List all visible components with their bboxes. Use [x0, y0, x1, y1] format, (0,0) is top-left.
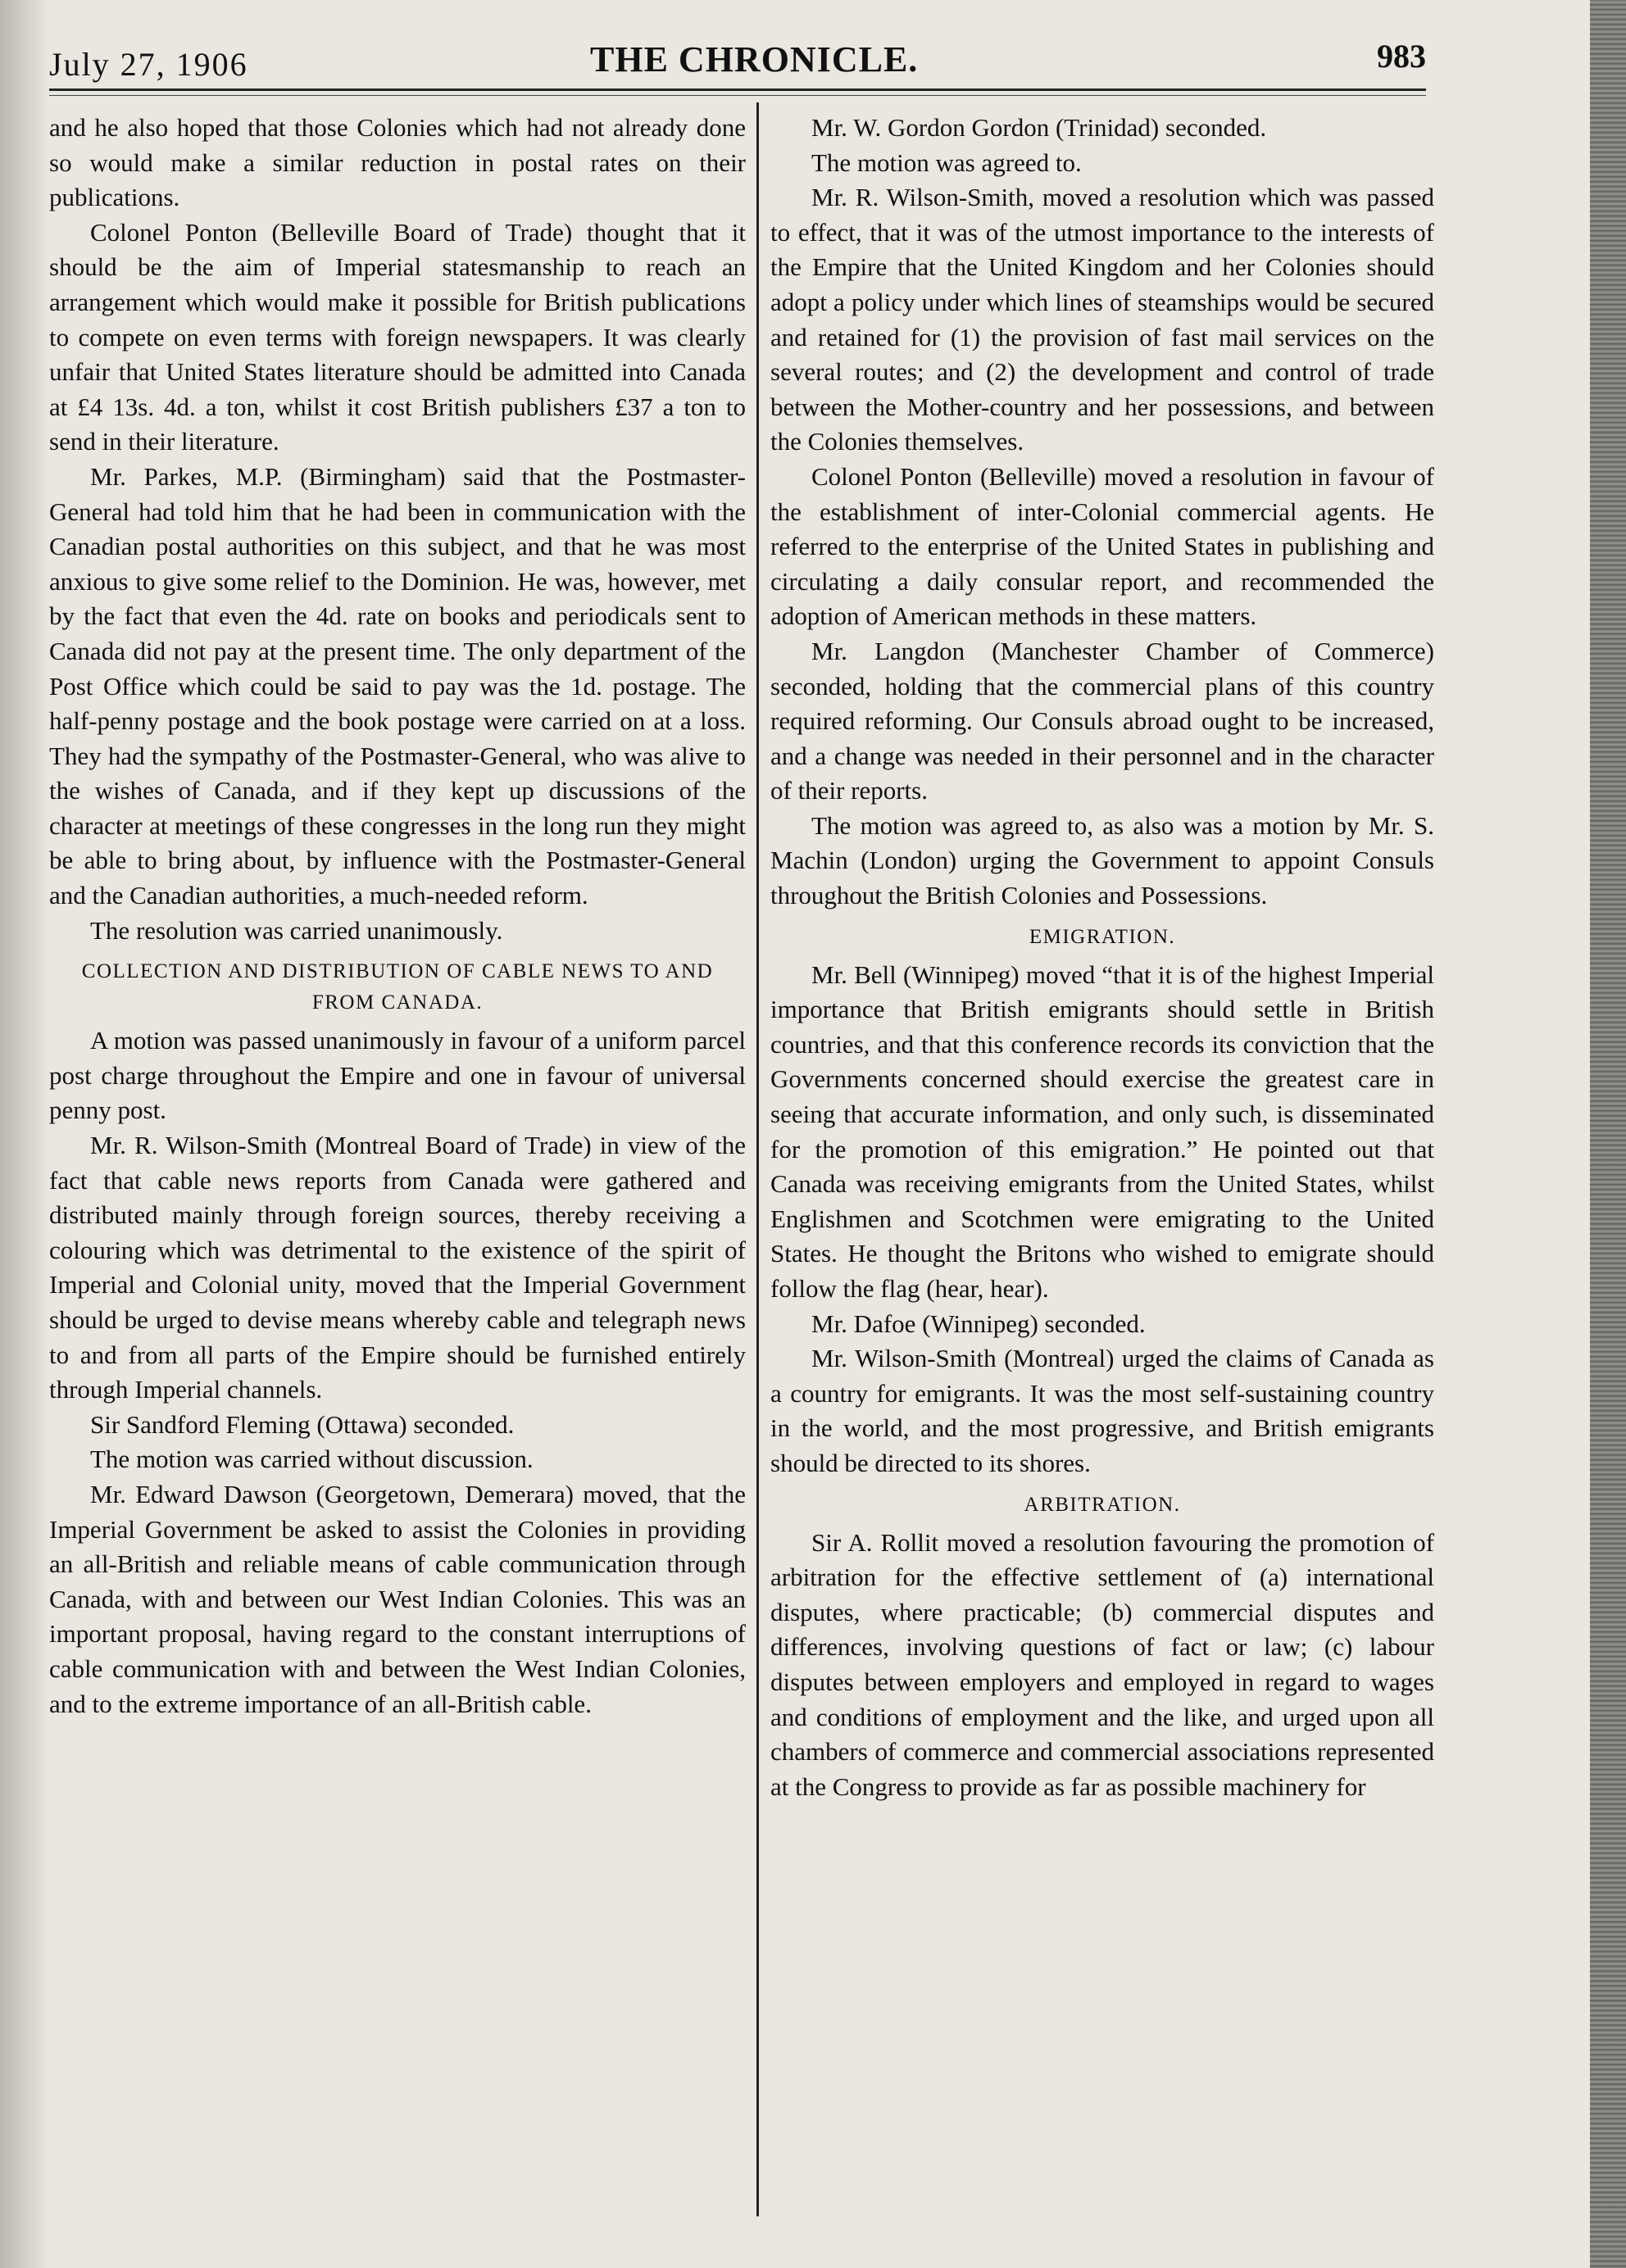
paragraph: Mr. Dafoe (Winnipeg) seconded.: [811, 1309, 1146, 1338]
paragraph: Mr. Wilson-Smith (Montreal) urged the claims of Canada as a country for emigrants. It was the most self-sustaining country in the world, and the most progressive, and British emigrants should be directed to its shores.: [770, 1344, 1434, 1477]
paragraph: Mr. Bell (Winnipeg) moved “that it is of the highest Imperial importance that British emigrants should settle in British countries, and that this conference records its conviction that the Governments concerned should exercise the greatest care in seeing that accurate information, and only such, is disseminated for the promotion of this emigration.” He pointed out that Canada was receiving emigrants from the United States, whilst Englishmen and Scotchmen were emigrating to the United States. He thought the Britons who wished to emigrate should follow the flag (hear, hear).: [770, 959, 1434, 1303]
paragraph: and he also hoped that those Colonies which had not already done so would make a similar reduction in postal rates on their publications.: [49, 113, 746, 212]
paragraph: The motion was agreed to, as also was a motion by Mr. S. Machin (London) urging the Government to appoint Consuls throughout the British Colonies and Possessions.: [770, 810, 1434, 910]
section-heading-cable-news: COLLECTION AND DISTRIBUTION OF CABLE NEWS TO AND FROM CANADA.: [81, 960, 714, 1014]
paragraph: Colonel Ponton (Belleville) moved a resolution in favour of the establishment of inter-Colonial commercial agents. He referred to the enterprise of the United States in publishing and circulating a daily consular report, and recommended the adoption of American methods in these matters.: [770, 461, 1434, 631]
book-spine-edge: [1590, 0, 1626, 2268]
paragraph: Mr. Langdon (Manchester Chamber of Commerce) seconded, holding that the commercial plans of this country required reforming. Our Consuls abroad ought to be increased, and a change was needed in their personnel and in the character of their reports.: [770, 636, 1434, 805]
page-header: [49, 29, 1426, 94]
column-divider: [756, 102, 759, 2216]
paragraph: The resolution was carried unanimously.: [90, 915, 503, 945]
page-number: 983: [1377, 38, 1426, 75]
paragraph: The motion was carried without discussion.: [90, 1445, 534, 1474]
section-heading-emigration: EMIGRATION.: [1029, 925, 1176, 948]
header-rule-thin: [49, 95, 1426, 96]
right-column: [770, 111, 1434, 1804]
left-column: [49, 111, 746, 1721]
paragraph: Mr. R. Wilson-Smith (Montreal Board of Trade) in view of the fact that cable news reports from Canada were gathered and distributed mainly through foreign sources, thereby receiving a colouring which was detrimental to the existence of the spirit of Imperial and Colonial unity, moved that the Imperial Government should be urged to devise means whereby cable and telegraph news to and from all parts of the Empire should be furnished entirely through Imperial channels.: [49, 1131, 746, 1404]
paragraph: The motion was agreed to.: [811, 147, 1082, 177]
paragraph: A motion was passed unanimously in favour of a uniform parcel post charge throughout the Empire and one in favour of universal penny post.: [49, 1026, 746, 1125]
paragraph: Colonel Ponton (Belleville Board of Trade) thought that it should be the aim of Imperial statesmanship to reach an arrangement which would make it possible for British publications to compete on even terms with foreign newspapers. It was clearly unfair that United States literature should be admitted into Canada at £4 13s. 4d. a ton, whilst it cost British publishers £37 a ton to send in their literature.: [49, 217, 746, 456]
section-heading-arbitration: ARBITRATION.: [1024, 1493, 1181, 1516]
header-rule: [49, 88, 1426, 91]
issue-date: July 27, 1906: [49, 46, 248, 83]
paragraph: Mr. Edward Dawson (Georgetown, Demerara) moved, that the Imperial Government be asked to assist the Colonies in providing an all-British and reliable means of cable communication through Canada, with and between our West Indian Colonies. This was an important proposal, having regard to the constant interruptions of cable communication with and between the West Indian Colonies, and to the extreme importance of an all-British cable.: [49, 1479, 746, 1718]
paragraph: Sir A. Rollit moved a resolution favouring the promotion of arbitration for the effective settlement of (a) international disputes, where practicable; (b) commercial disputes and differences, involving questions of fact or law; (c) labour disputes between employers and employed in regard to wages and conditions of employment and the like, and urged upon all chambers of commerce and commercial associations represented at the Congress to provide as far as possible machinery for: [770, 1527, 1434, 1801]
paragraph: Mr. R. Wilson-Smith, moved a resolution which was passed to effect, that it was of the utmost importance to the interests of the Empire that the United Kingdom and her Colonies should adopt a policy under which lines of steamships would be secured and retained for (1) the provision of fast mail services on the several routes; and (2) the development and control of trade between the Mother-country and her possessions, and between the Colonies themselves.: [770, 183, 1434, 456]
publication-title: THE CHRONICLE.: [590, 39, 919, 79]
paragraph: Mr. Parkes, M.P. (Birmingham) said that the Postmaster-General had told him that he had been in communication with the Canadian postal authorities on this subject, and that he was most anxious to give some relief to the Dominion. He was, however, met by the fact that even the 4d. rate on books and periodicals sent to Canada did not pay at the present time. The only department of the Post Office which could be said to pay was the 1d. postage. The half-penny postage and the book postage were carried on at a loss. They had the sympathy of the Postmaster-General, who was alive to the wishes of Canada, and if they kept up discussions of the character at meetings of these congresses in the long run they might be able to bring about, by influence with the Postmaster-General and the Canadian authorities, a much-needed reform.: [49, 461, 746, 910]
paragraph: Sir Sandford Fleming (Ottawa) seconded.: [90, 1409, 515, 1439]
paragraph: Mr. W. Gordon Gordon (Trinidad) seconded.: [811, 113, 1267, 142]
